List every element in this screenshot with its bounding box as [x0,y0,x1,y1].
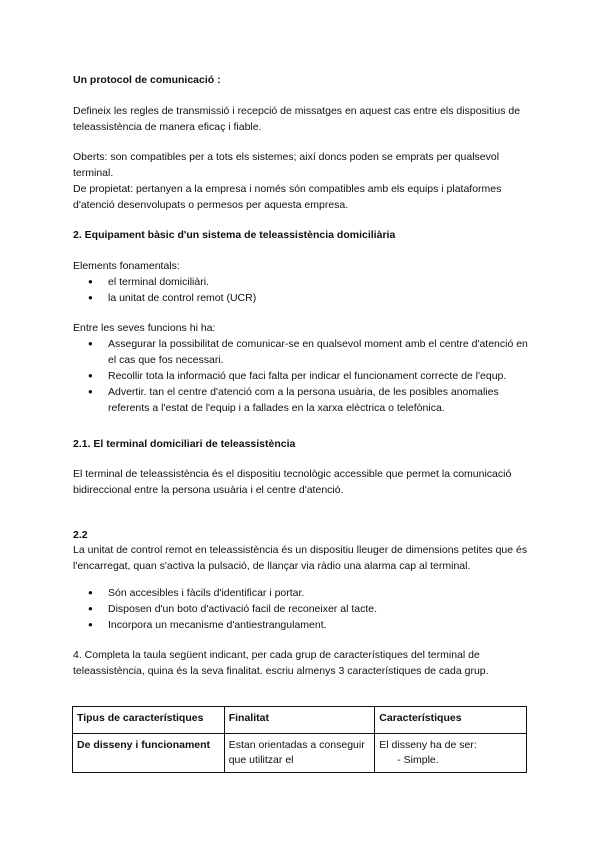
cell-type: De disseny i funcionament [73,734,225,773]
list-item: ● Assegurar la possibilitat de comunicar-se en qualsevol moment amb el centre d'atenció en el cas que fos necessari. [73,336,533,368]
protocol-open: Oberts: son compatibles per a tots els sistemes; així doncs poden se emprats per qualsevol terminal. [73,151,500,179]
section-2-1-heading: 2.1. El terminal domiciliari de teleassistència [73,438,296,450]
table-row [73,734,527,773]
ucr-description: La unitat de control remot en teleassistència és un dispositiu lleuger de dimensions petites que és l'encarregat, quan s'activa la pulsació, de llançar via ràdio una alarma cap al terminal. [73,544,528,572]
table-header-row [73,707,527,734]
cell-finality: Estan orientadas a conseguir que utilitzar el [224,734,375,773]
ucr-features-list [73,585,533,633]
list-item: ● Incorpora un mecanisme d'antiestrangulament. [73,617,533,633]
elements-label: Elements fonamentals: [73,260,180,272]
question-4: 4. Completa la taula següent indicant, per cada grup de característiques del terminal de teleassistència, quina és la seva finalitat. escriu almenys 3 característiques de cada grup. [73,649,489,677]
list-item: ● Disposen d'un boto d'activació facil de reconeixer al tacte. [73,601,533,617]
characteristics-table [72,706,527,773]
list-item: ● Advertir. tan el centre d'atenció com a la persona usuària, de les posibles anomalies referents a l'estat de l'equip i a fallades en la xarxa elèctrica o telefònica. [73,384,533,416]
functions-label: Entre les seves funcions hi ha: [73,322,216,334]
protocol-definition: Defineix les regles de transmissió i recepció de missatges en aquest cas entre els dispositius de teleassistència de manera eficaç i fiable. [73,105,521,133]
cell-characteristics [375,734,527,773]
section-2-heading: 2. Equipament bàsic d'un sistema de teleassistència domiciliària [73,229,396,241]
protocol-proprietary: De propietat: pertanyen a la empresa i només són compatibles amb els equips i plataformes d'atenció desenvolupats o permesos per aquesta empresa. [73,183,502,211]
header-characteristics: Característiques [375,707,527,734]
characteristics-item: - Simple. [397,754,439,766]
header-finality: Finalitat [224,707,375,734]
section-2-2-heading: 2.2 [73,529,88,541]
header-type: Tipus de característiques [73,707,225,734]
elements-list [73,274,533,306]
list-item: ● Recollir tota la informació que faci falta per indicar el funcionament correcte de l'equp. [73,368,533,384]
terminal-description: El terminal de teleassistència és el dispositiu tecnològic accessible que permet la comunicació bidireccional entre la persona usuària i el centre d'atenció. [73,468,512,496]
characteristics-intro: El disseny ha de ser: [379,739,477,751]
list-item: ● Són accesibles i fàcils d'identificar i portar. [73,585,533,601]
list-item: ● el terminal domiciliàri. [73,274,533,290]
functions-list [73,336,533,416]
protocol-title: Un protocol de comunicació : [73,74,221,86]
list-item: ● la unitat de control remot (UCR) [73,290,533,306]
